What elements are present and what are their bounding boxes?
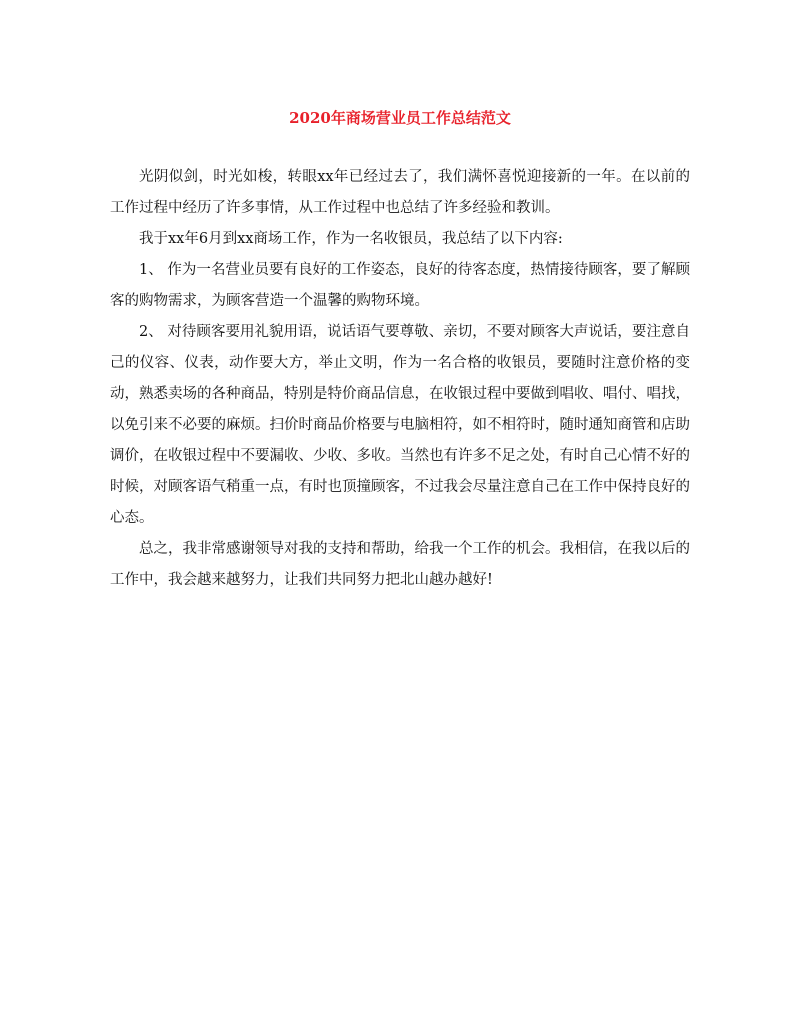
document-body <box>110 162 690 596</box>
paragraph-context: 我于xx年6月到xx商场工作，作为一名收银员，我总结了以下内容: <box>139 231 563 247</box>
paragraph-point-2: 2、 对待顾客要用礼貌用语，说话语气要尊敬、亲切，不要对顾客大声说话，要注意自己的仪容、仪表，动作要大方，举止文明，作为一名合格的收银员，要随时注意价格的变动，熟悉卖场的各种商品，特别是特价商品信息，在收银过程中要做到唱收、唱付、唱找，以免引来不必要的麻烦。扫价时商品价格要与电脑相符，如不相符时，随时通知商管和店助调价，在收银过程中不要漏收、少收、多收。当然也有许多不足之处，有时自己心情不好的时候，对顾客语气稍重一点，有时也顶撞顾客，不过我会尽量注意自己在工作中保持良好的心态。 <box>110 324 690 526</box>
paragraph-point-1: 1、 作为一名营业员要有良好的工作姿态，良好的待客态度，热情接待顾客，要了解顾客的购物需求，为顾客营造一个温馨的购物环境。 <box>110 262 690 309</box>
paragraph-conclusion: 总之，我非常感谢领导对我的支持和帮助，给我一个工作的机会。我相信，在我以后的工作中，我会越来越努力，让我们共同努力把北山越办越好! <box>110 541 690 588</box>
document-title: 2020年商场营业员工作总结范文 <box>289 109 511 127</box>
paragraph-intro: 光阴似剑，时光如梭，转眼xx年已经过去了，我们满怀喜悦迎接新的一年。在以前的工作过程中经历了许多事情，从工作过程中也总结了许多经验和教训。 <box>110 169 690 216</box>
